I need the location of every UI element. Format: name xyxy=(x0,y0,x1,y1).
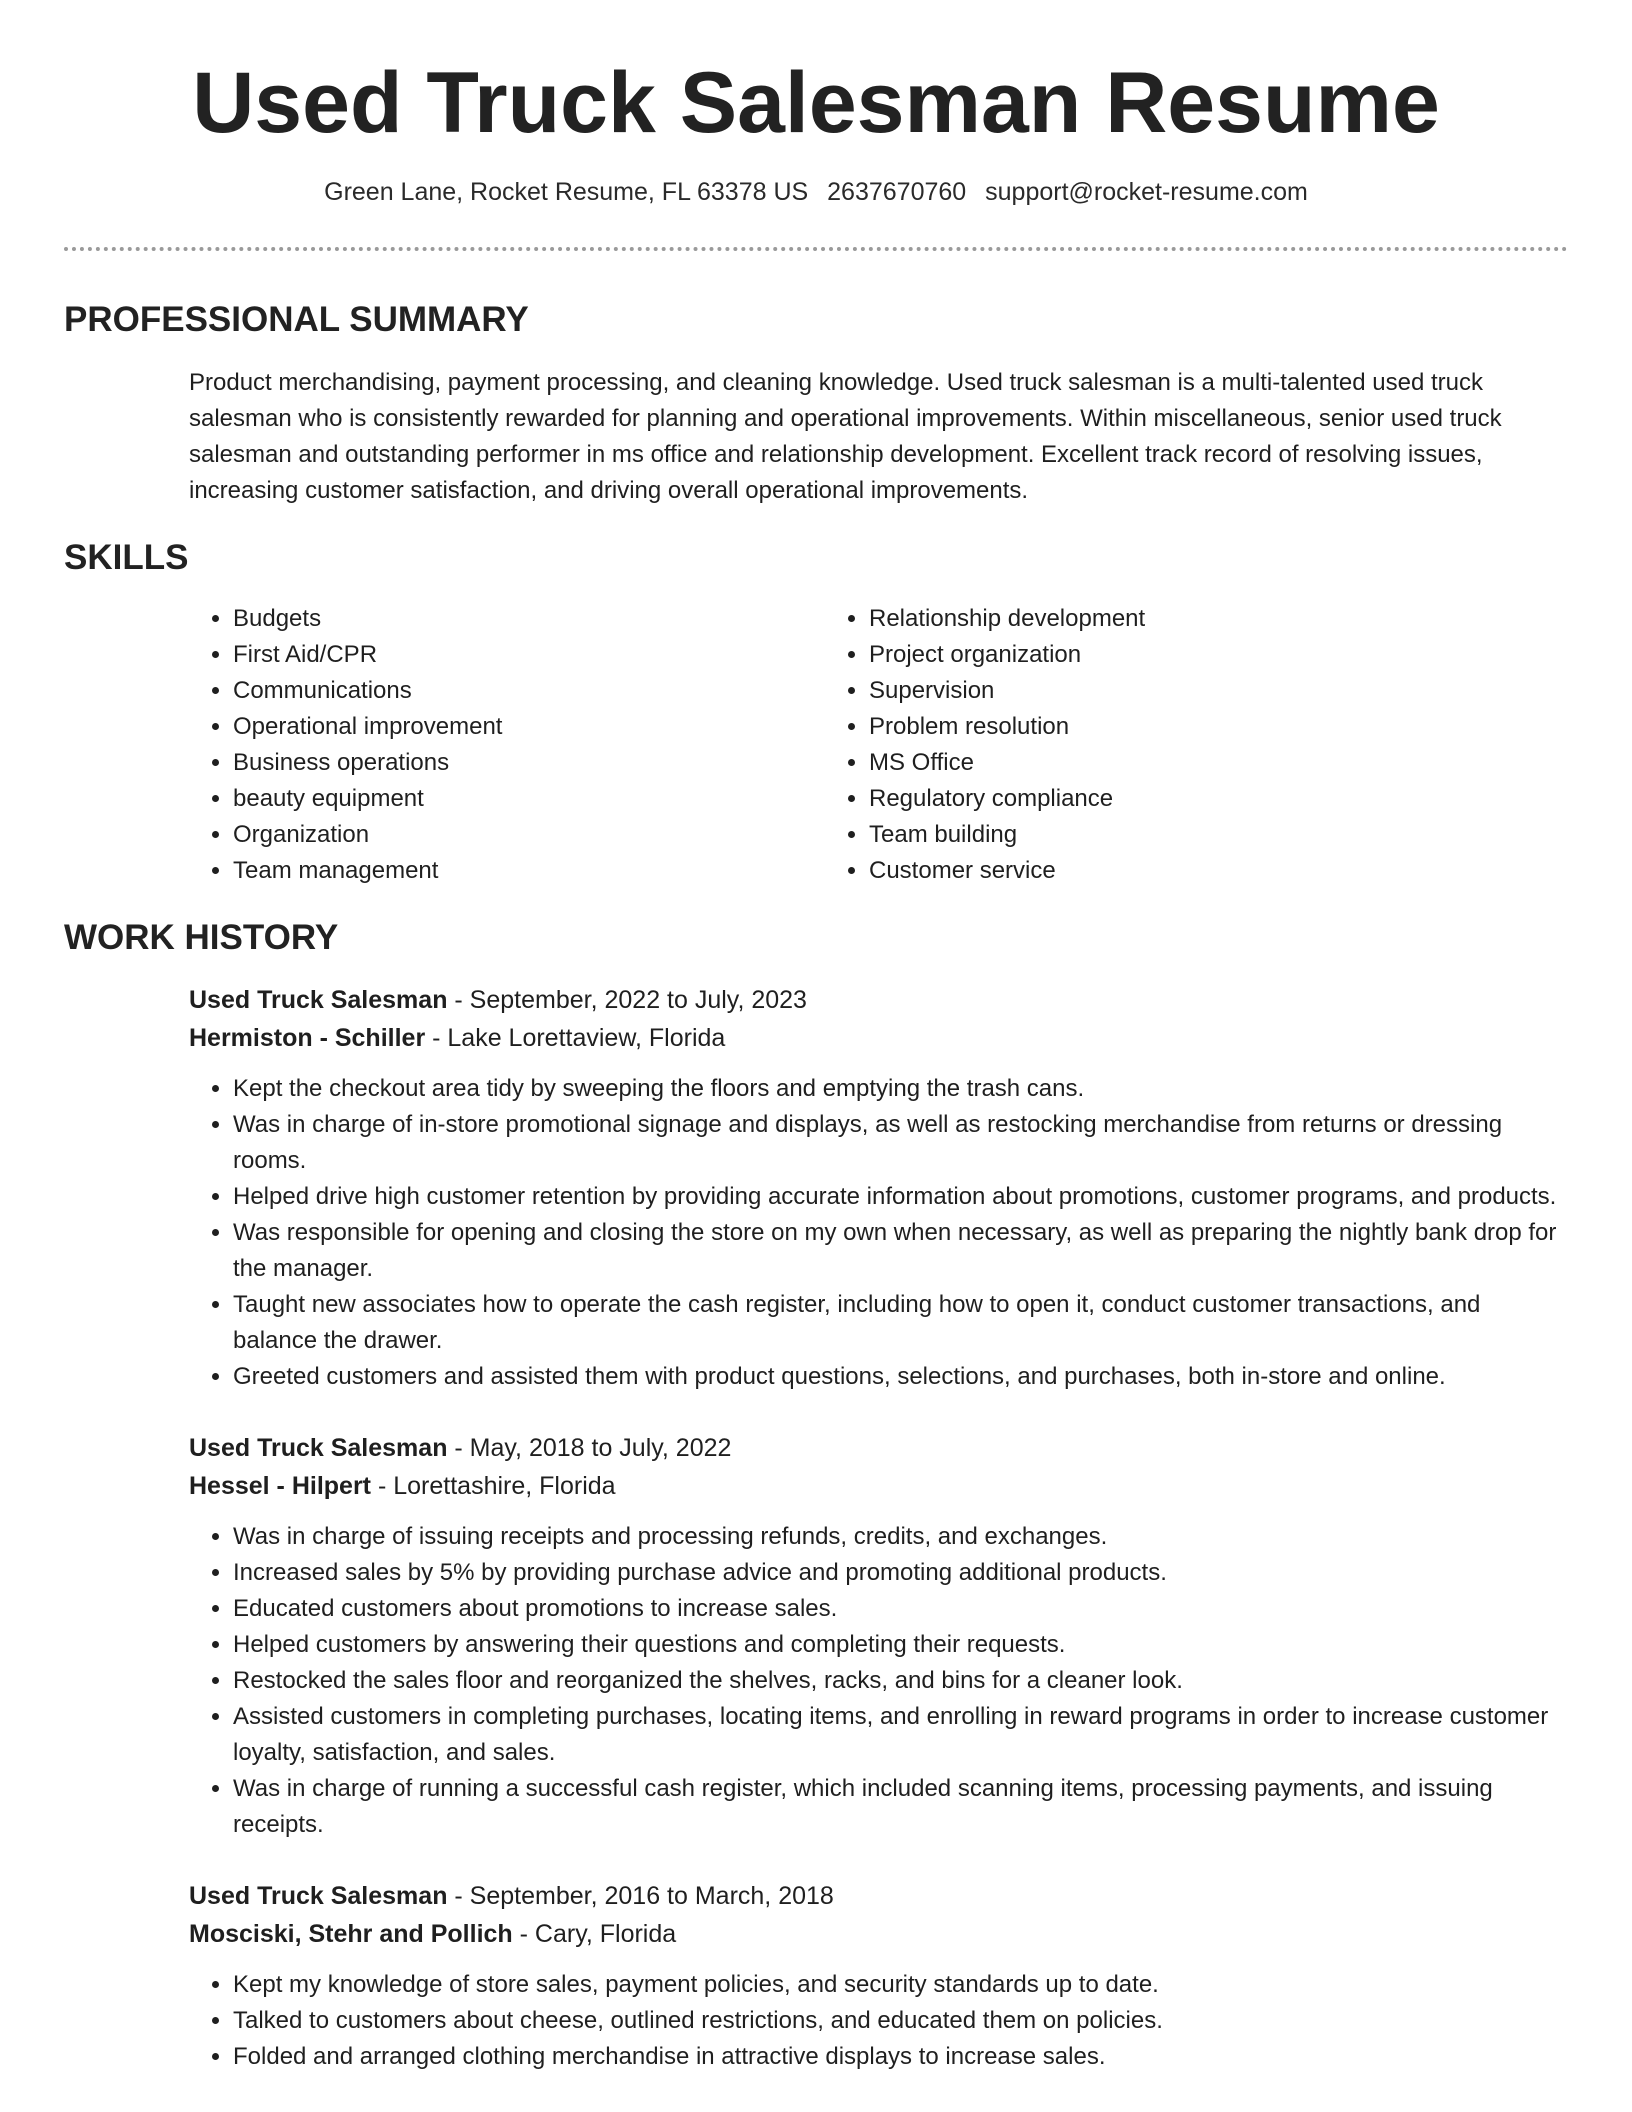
skill-item: • First Aid/CPR xyxy=(233,637,825,673)
job-bullet: • Restocked the sales floor and reorganized the shelves, racks, and bins for a cleaner look. xyxy=(233,1663,1568,1699)
work-history-heading: WORK HISTORY xyxy=(64,918,339,958)
contact-phone: 2637670760 xyxy=(827,178,967,207)
job-bullet: • Assisted customers in completing purchases, locating items, and enrolling in reward programs in order to increase customer loyalty, satisfaction, and sales. xyxy=(233,1699,1568,1771)
job-bullet: • Kept my knowledge of store sales, payment policies, and security standards up to date. xyxy=(233,1967,1568,2003)
job-bullets xyxy=(189,1967,1568,2075)
job-title-line xyxy=(189,981,1568,1019)
skill-item: • Regulatory compliance xyxy=(869,781,1461,817)
skills-list-right xyxy=(825,601,1461,889)
skill-item: • Business operations xyxy=(233,745,825,781)
job-title-line xyxy=(189,1877,1568,1915)
job-bullet: • Kept the checkout area tidy by sweeping the floors and emptying the trash cans. xyxy=(233,1071,1568,1107)
job-bullet: • Taught new associates how to operate the cash register, including how to open it, conduct customer transactions, and balance the drawer. xyxy=(233,1287,1568,1359)
job-entry xyxy=(189,981,1568,1395)
job-bullet: • Helped customers by answering their questions and completing their requests. xyxy=(233,1627,1568,1663)
skill-item: • Project organization xyxy=(869,637,1461,673)
job-bullet: • Increased sales by 5% by providing purchase advice and promoting additional products. xyxy=(233,1555,1568,1591)
job-title: Used Truck Salesman xyxy=(189,1434,448,1463)
skill-item: • Budgets xyxy=(233,601,825,637)
header-divider xyxy=(64,247,1568,251)
skill-item: • Supervision xyxy=(869,673,1461,709)
job-dates: - May, 2018 to July, 2022 xyxy=(447,1434,732,1463)
job-bullet: • Talked to customers about cheese, outlined restrictions, and educated them on policies. xyxy=(233,2003,1568,2039)
job-company: Hessel - Hilpert xyxy=(189,1472,372,1501)
skill-item: • Team building xyxy=(869,817,1461,853)
job-bullet: • Was responsible for opening and closing the store on my own when necessary, as well as preparing the nightly bank drop for the manager. xyxy=(233,1215,1568,1287)
skills-grid xyxy=(189,601,1568,889)
summary-text: Product merchandising, payment processing, and cleaning knowledge. Used truck salesman is a multi-talented used truck salesman who is consistently rewarded for planning and operational improvements. Within miscellaneous, senior used truck salesman and outstanding performer in ms office and relationship development. Excellent track record of resolving issues, increasing customer satisfaction, and driving overall operational improvements. xyxy=(189,369,1502,505)
skill-item: • Customer service xyxy=(869,853,1461,889)
contact-line xyxy=(0,177,1632,207)
job-title-line xyxy=(189,1429,1568,1467)
job-title: Used Truck Salesman xyxy=(189,986,448,1015)
skill-item: • Communications xyxy=(233,673,825,709)
job-bullet: • Was in charge of running a successful cash register, which included scanning items, processing payments, and issuing receipts. xyxy=(233,1771,1568,1843)
job-dates: - September, 2016 to March, 2018 xyxy=(447,1882,834,1911)
job-entry xyxy=(189,1429,1568,1843)
skills-section xyxy=(189,601,1568,889)
skill-item: • MS Office xyxy=(869,745,1461,781)
job-location: - Cary, Florida xyxy=(512,1920,677,1949)
job-bullet: • Folded and arranged clothing merchandise in attractive displays to increase sales. xyxy=(233,2039,1568,2075)
skill-item: • Team management xyxy=(233,853,825,889)
contact-address: Green Lane, Rocket Resume, FL 63378 US xyxy=(324,178,809,207)
job-bullet: • Was in charge of in-store promotional signage and displays, as well as restocking merchandise from returns or dressing rooms. xyxy=(233,1107,1568,1179)
job-bullets xyxy=(189,1071,1568,1395)
skill-item: • beauty equipment xyxy=(233,781,825,817)
job-bullet: • Greeted customers and assisted them with product questions, selections, and purchases, both in-store and online. xyxy=(233,1359,1568,1395)
skills-list-left xyxy=(189,601,825,889)
job-company: Mosciski, Stehr and Pollich xyxy=(189,1920,513,1949)
job-company-line xyxy=(189,1467,1568,1505)
skill-item: • Problem resolution xyxy=(869,709,1461,745)
job-bullet: • Helped drive high customer retention by providing accurate information about promotions, customer programs, and products. xyxy=(233,1179,1568,1215)
job-company-line xyxy=(189,1915,1568,1953)
resume-title: Used Truck Salesman Resume xyxy=(192,55,1440,151)
job-bullet: • Educated customers about promotions to increase sales. xyxy=(233,1591,1568,1627)
job-dates: - September, 2022 to July, 2023 xyxy=(447,986,807,1015)
skill-item: • Organization xyxy=(233,817,825,853)
job-location: - Lake Lorettaview, Florida xyxy=(425,1024,726,1053)
skill-item: • Relationship development xyxy=(869,601,1461,637)
summary-heading: PROFESSIONAL SUMMARY xyxy=(64,300,529,340)
job-location: - Lorettashire, Florida xyxy=(371,1472,616,1501)
contact-email: support@rocket-resume.com xyxy=(985,178,1308,207)
job-entry xyxy=(189,1877,1568,2075)
job-title: Used Truck Salesman xyxy=(189,1882,448,1911)
skills-heading: SKILLS xyxy=(64,538,189,578)
skill-item: • Operational improvement xyxy=(233,709,825,745)
job-company: Hermiston - Schiller xyxy=(189,1024,426,1053)
job-company-line xyxy=(189,1019,1568,1057)
work-history-section xyxy=(189,981,1568,2075)
job-bullet: • Was in charge of issuing receipts and processing refunds, credits, and exchanges. xyxy=(233,1519,1568,1555)
job-bullets xyxy=(189,1519,1568,1843)
